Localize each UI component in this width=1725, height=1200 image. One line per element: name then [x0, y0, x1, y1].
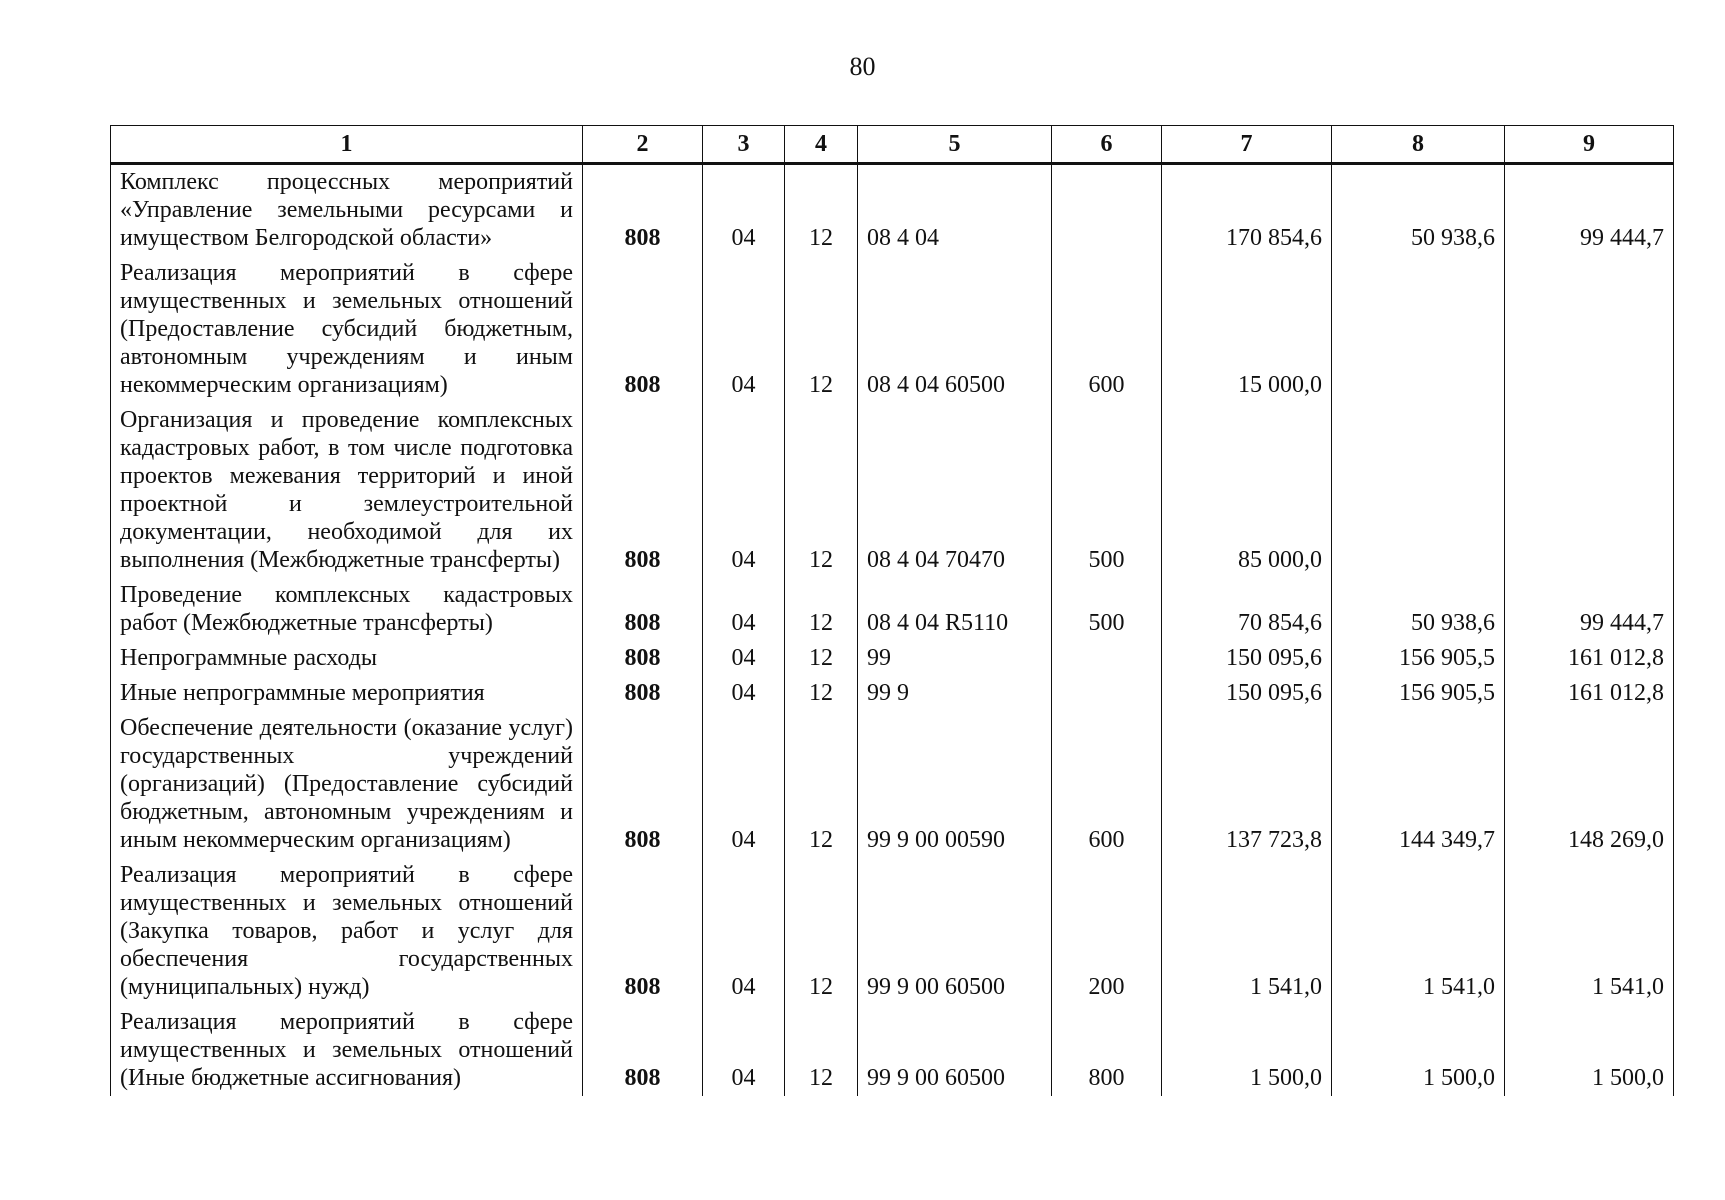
row-sum-1: 1 500,0 — [1162, 1005, 1332, 1096]
row-ved-code: 808 — [583, 1005, 703, 1096]
row-sum-2: 1 541,0 — [1332, 858, 1505, 1005]
row-target-code: 99 9 00 60500 — [858, 1005, 1052, 1096]
row-name: Обеспечение деятельности (оказание услуг) государственных учреждений (организаций) (Предоставление субсидий бюджетным, автономным учреждениям и иным некоммерческим организациям) — [111, 711, 583, 858]
row-name: Непрограммные расходы — [111, 641, 583, 676]
row-name: Реализация мероприятий в сфере имущественных и земельных отношений (Предоставление субсидий бюджетным, автономным учреждениям и иным некоммерческим организациям) — [111, 256, 583, 403]
row-sum-3 — [1505, 403, 1674, 578]
row-sum-2 — [1332, 256, 1505, 403]
row-target-code: 08 4 04 70470 — [858, 403, 1052, 578]
row-expense-type — [1052, 676, 1162, 711]
row-target-code: 99 9 — [858, 676, 1052, 711]
column-header: 8 — [1332, 126, 1505, 164]
row-name: Проведение комплексных кадастровых работ (Межбюджетные трансферты) — [111, 578, 583, 641]
row-section: 04 — [703, 858, 785, 1005]
row-sum-3 — [1505, 256, 1674, 403]
table-row — [111, 676, 1674, 711]
row-sum-2: 156 905,5 — [1332, 641, 1505, 676]
row-expense-type — [1052, 164, 1162, 257]
row-section: 04 — [703, 1005, 785, 1096]
row-target-code: 08 4 04 60500 — [858, 256, 1052, 403]
column-header: 1 — [111, 126, 583, 164]
table-row — [111, 858, 1674, 1005]
row-subsection: 12 — [785, 676, 858, 711]
row-name: Иные непрограммные мероприятия — [111, 676, 583, 711]
budget-table — [110, 125, 1674, 1096]
row-target-code: 99 9 00 60500 — [858, 858, 1052, 1005]
row-sum-1: 150 095,6 — [1162, 676, 1332, 711]
row-expense-type: 200 — [1052, 858, 1162, 1005]
row-ved-code: 808 — [583, 256, 703, 403]
row-sum-1: 85 000,0 — [1162, 403, 1332, 578]
row-ved-code: 808 — [583, 578, 703, 641]
row-sum-1: 15 000,0 — [1162, 256, 1332, 403]
row-target-code: 08 4 04 R5110 — [858, 578, 1052, 641]
row-sum-3: 99 444,7 — [1505, 578, 1674, 641]
row-section: 04 — [703, 256, 785, 403]
row-sum-2: 50 938,6 — [1332, 578, 1505, 641]
row-sum-2: 156 905,5 — [1332, 676, 1505, 711]
row-ved-code: 808 — [583, 641, 703, 676]
row-expense-type: 600 — [1052, 711, 1162, 858]
table-row — [111, 711, 1674, 858]
page-number: 80 — [849, 52, 876, 81]
row-expense-type — [1052, 641, 1162, 676]
row-expense-type: 500 — [1052, 403, 1162, 578]
row-target-code: 08 4 04 — [858, 164, 1052, 257]
row-sum-1: 137 723,8 — [1162, 711, 1332, 858]
row-ved-code: 808 — [583, 676, 703, 711]
row-section: 04 — [703, 711, 785, 858]
row-sum-1: 150 095,6 — [1162, 641, 1332, 676]
table-row — [111, 578, 1674, 641]
row-sum-3: 1 541,0 — [1505, 858, 1674, 1005]
row-subsection: 12 — [785, 1005, 858, 1096]
row-subsection: 12 — [785, 858, 858, 1005]
column-header: 7 — [1162, 126, 1332, 164]
row-section: 04 — [703, 164, 785, 257]
row-subsection: 12 — [785, 164, 858, 257]
row-target-code: 99 — [858, 641, 1052, 676]
row-target-code: 99 9 00 00590 — [858, 711, 1052, 858]
table-row — [111, 164, 1674, 257]
row-name: Организация и проведение комплексных кадастровых работ, в том числе подготовка проектов межевания территорий и иной проектной и землеустроительной документации, необходимой для их выполнения (Межбюджетные трансферты) — [111, 403, 583, 578]
row-sum-2: 1 500,0 — [1332, 1005, 1505, 1096]
row-section: 04 — [703, 641, 785, 676]
row-subsection: 12 — [785, 711, 858, 858]
row-sum-2 — [1332, 403, 1505, 578]
row-sum-3: 161 012,8 — [1505, 676, 1674, 711]
row-ved-code: 808 — [583, 711, 703, 858]
column-header: 6 — [1052, 126, 1162, 164]
column-header: 2 — [583, 126, 703, 164]
row-subsection: 12 — [785, 578, 858, 641]
row-sum-1: 170 854,6 — [1162, 164, 1332, 257]
row-name: Реализация мероприятий в сфере имущественных и земельных отношений (Закупка товаров, работ и услуг для обеспечения государственных (муниципальных) нужд) — [111, 858, 583, 1005]
column-header: 3 — [703, 126, 785, 164]
row-section: 04 — [703, 676, 785, 711]
row-subsection: 12 — [785, 403, 858, 578]
row-ved-code: 808 — [583, 858, 703, 1005]
row-expense-type: 600 — [1052, 256, 1162, 403]
row-sum-2: 50 938,6 — [1332, 164, 1505, 257]
row-sum-1: 1 541,0 — [1162, 858, 1332, 1005]
row-ved-code: 808 — [583, 403, 703, 578]
row-sum-3: 1 500,0 — [1505, 1005, 1674, 1096]
row-subsection: 12 — [785, 256, 858, 403]
row-section: 04 — [703, 578, 785, 641]
row-expense-type: 800 — [1052, 1005, 1162, 1096]
row-sum-3: 99 444,7 — [1505, 164, 1674, 257]
table-header-row — [111, 126, 1674, 164]
row-sum-3: 148 269,0 — [1505, 711, 1674, 858]
column-header: 4 — [785, 126, 858, 164]
column-header: 5 — [858, 126, 1052, 164]
row-name: Реализация мероприятий в сфере имущественных и земельных отношений (Иные бюджетные ассигнования) — [111, 1005, 583, 1096]
row-section: 04 — [703, 403, 785, 578]
row-sum-2: 144 349,7 — [1332, 711, 1505, 858]
row-name: Комплекс процессных мероприятий «Управление земельными ресурсами и имуществом Белгородской области» — [111, 164, 583, 257]
table-row — [111, 1005, 1674, 1096]
table-row — [111, 641, 1674, 676]
row-sum-1: 70 854,6 — [1162, 578, 1332, 641]
table-row — [111, 256, 1674, 403]
column-header: 9 — [1505, 126, 1674, 164]
row-expense-type: 500 — [1052, 578, 1162, 641]
table-row — [111, 403, 1674, 578]
row-ved-code: 808 — [583, 164, 703, 257]
row-sum-3: 161 012,8 — [1505, 641, 1674, 676]
row-subsection: 12 — [785, 641, 858, 676]
